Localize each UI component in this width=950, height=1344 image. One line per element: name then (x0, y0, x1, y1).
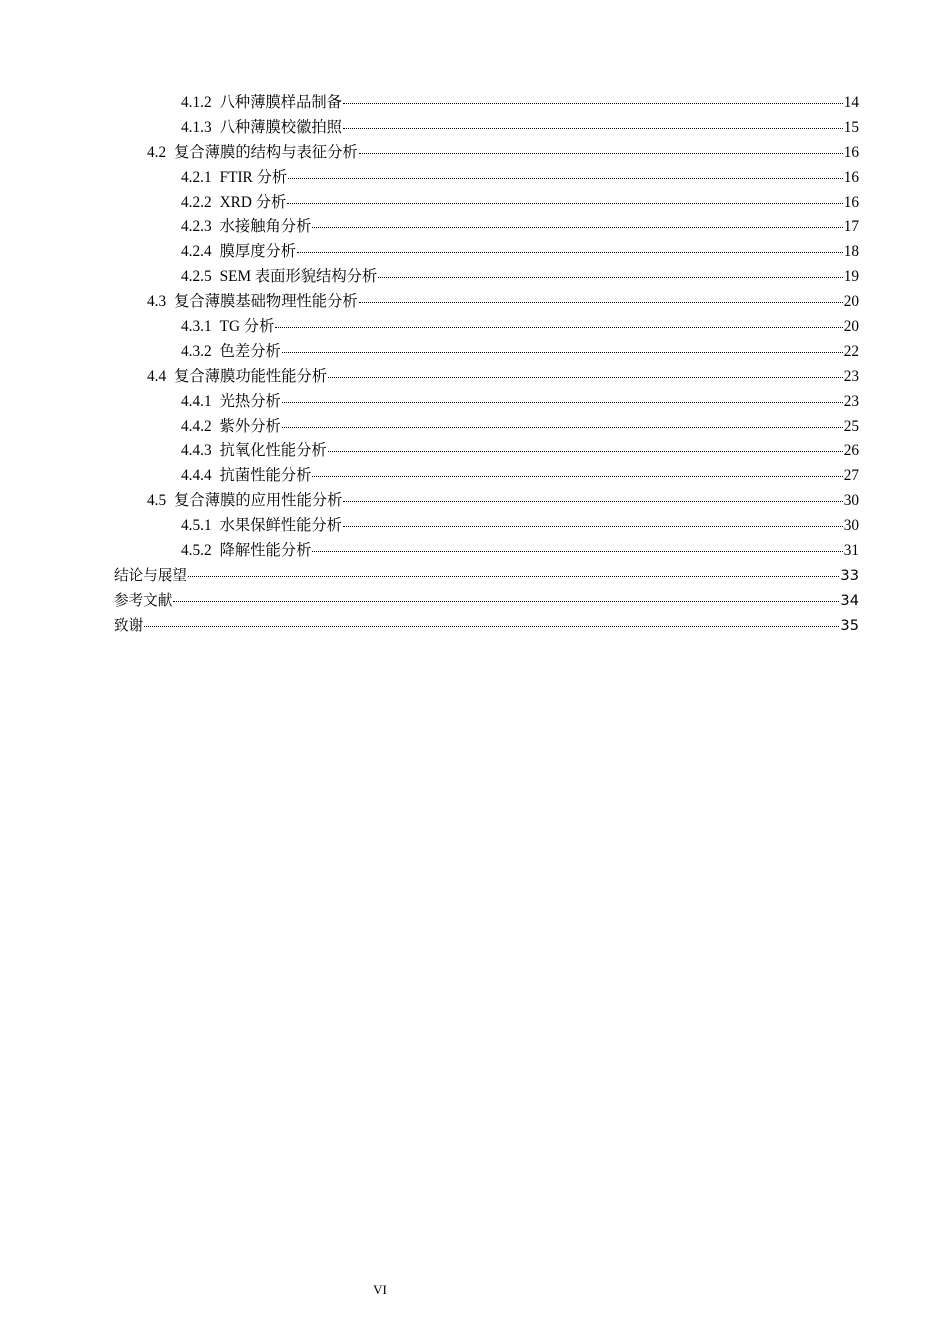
toc-entry-number: 4.2.1 (181, 168, 212, 186)
table-of-contents (0, 91, 950, 639)
toc-entry-page: 20 (843, 318, 859, 336)
dot-leader (275, 326, 842, 328)
toc-entry[interactable] (0, 514, 950, 539)
toc-entry-number: 4.5 (147, 492, 167, 510)
toc-entry[interactable] (0, 315, 950, 340)
page-number-footer: VI (373, 1282, 387, 1297)
toc-entry-title: 水接触角分析 (219, 218, 312, 236)
toc-entry[interactable] (0, 191, 950, 216)
toc-entry-number: 4.2.4 (181, 243, 212, 261)
toc-entry-title: 膜厚度分析 (219, 243, 297, 261)
dot-leader (359, 301, 843, 303)
toc-entry[interactable] (0, 614, 950, 639)
toc-entry-number: 4.1.2 (181, 94, 212, 111)
dot-leader (343, 102, 843, 104)
toc-entry-number: 4.4 (147, 367, 167, 385)
toc-entry-page: 15 (843, 118, 859, 136)
toc-entry-title: 八种薄膜样品制备 (219, 94, 342, 111)
toc-entry-number: 4.3.1 (181, 318, 212, 336)
toc-entry-title: 紫外分析 (219, 417, 281, 435)
toc-entry-title: 光热分析 (219, 392, 281, 410)
toc-entry[interactable] (0, 116, 950, 141)
toc-entry-number: 4.4.3 (181, 442, 212, 460)
toc-entry-title: 抗氧化性能分析 (219, 442, 327, 460)
toc-entry[interactable] (0, 390, 950, 415)
toc-entry-number: 4.2.2 (181, 193, 212, 211)
toc-entry-page: 16 (843, 143, 859, 161)
toc-entry-title: SEM 表面形貌结构分析 (219, 268, 378, 286)
toc-entry-title: 水果保鲜性能分析 (219, 517, 342, 535)
toc-entry-title: 八种薄膜校徽拍照 (219, 118, 342, 136)
toc-entry-page: 18 (843, 243, 859, 261)
toc-entry-page: 23 (843, 392, 859, 410)
toc-entry[interactable] (0, 340, 950, 365)
toc-entry[interactable] (0, 166, 950, 191)
toc-entry[interactable] (0, 290, 950, 315)
toc-entry-page: 14 (843, 94, 859, 111)
toc-entry-number: 4.5.2 (181, 542, 212, 560)
toc-entry-number: 4.4.1 (181, 392, 212, 410)
toc-entry-title: 复合薄膜的应用性能分析 (174, 492, 343, 510)
dot-leader (282, 351, 843, 353)
toc-entry-page: 30 (843, 517, 859, 535)
toc-entry-title: 降解性能分析 (219, 542, 312, 560)
dot-leader (359, 152, 843, 154)
toc-entry-title: 致谢 (114, 616, 144, 634)
toc-entry-title: XRD 分析 (219, 193, 287, 211)
dot-leader (188, 575, 839, 577)
toc-entry[interactable] (0, 91, 950, 116)
toc-entry-page: 20 (843, 293, 859, 311)
toc-entry[interactable] (0, 489, 950, 514)
toc-entry-page: 23 (843, 367, 859, 385)
dot-leader (328, 376, 843, 378)
toc-entry-number: 4.3 (147, 293, 167, 311)
toc-entry-title: 参考文献 (114, 591, 173, 609)
toc-entry[interactable] (0, 365, 950, 390)
toc-entry[interactable] (0, 265, 950, 290)
dot-leader (288, 177, 843, 179)
toc-entry-number: 4.4.4 (181, 467, 212, 485)
toc-entry-page: 31 (843, 542, 859, 560)
toc-entry-page: 33 (840, 566, 859, 584)
dot-leader (144, 625, 839, 627)
toc-entry-page: 25 (843, 417, 859, 435)
toc-entry[interactable] (0, 439, 950, 464)
toc-entry-page: 26 (843, 442, 859, 460)
toc-entry-title: TG 分析 (219, 318, 275, 336)
toc-entry-page: 34 (840, 591, 859, 609)
toc-entry-page: 16 (843, 193, 859, 211)
toc-entry-number: 4.1.3 (181, 118, 212, 136)
dot-leader (343, 500, 842, 502)
toc-entry-title: 复合薄膜的结构与表征分析 (174, 143, 358, 161)
toc-entry-title: 抗菌性能分析 (219, 467, 312, 485)
toc-entry-title: 复合薄膜基础物理性能分析 (174, 293, 358, 311)
toc-entry[interactable] (0, 215, 950, 240)
toc-entry-page: 35 (840, 616, 859, 634)
dot-leader (312, 475, 842, 477)
toc-entry[interactable] (0, 564, 950, 589)
toc-entry-title: 结论与展望 (114, 566, 187, 584)
dot-leader (378, 276, 842, 278)
toc-entry-page: 22 (843, 342, 859, 360)
dot-leader (343, 127, 843, 129)
toc-entry-number: 4.2 (147, 143, 167, 161)
toc-entry[interactable] (0, 240, 950, 265)
dot-leader (287, 202, 842, 204)
dot-leader (282, 426, 843, 428)
toc-entry-page: 17 (843, 218, 859, 236)
dot-leader (343, 525, 843, 527)
dot-leader (328, 450, 843, 452)
dot-leader (173, 600, 839, 602)
toc-entry[interactable] (0, 415, 950, 440)
toc-entry-number: 4.5.1 (181, 517, 212, 535)
toc-entry[interactable] (0, 539, 950, 564)
toc-entry[interactable] (0, 464, 950, 489)
toc-entry-number: 4.4.2 (181, 417, 212, 435)
toc-entry-number: 4.3.2 (181, 342, 212, 360)
toc-entry-page: 19 (843, 268, 859, 286)
dot-leader (312, 550, 842, 552)
toc-entry-page: 27 (843, 467, 859, 485)
toc-entry-page: 30 (843, 492, 859, 510)
toc-entry-title: FTIR 分析 (219, 168, 288, 186)
dot-leader (282, 401, 843, 403)
toc-entry[interactable] (0, 589, 950, 614)
dot-leader (297, 251, 843, 253)
toc-entry-title: 复合薄膜功能性能分析 (174, 367, 328, 385)
toc-entry-title: 色差分析 (219, 342, 281, 360)
dot-leader (312, 226, 842, 228)
toc-entry-page: 16 (843, 168, 859, 186)
toc-entry-number: 4.2.3 (181, 218, 212, 236)
toc-entry-number: 4.2.5 (181, 268, 212, 286)
toc-entry[interactable] (0, 141, 950, 166)
